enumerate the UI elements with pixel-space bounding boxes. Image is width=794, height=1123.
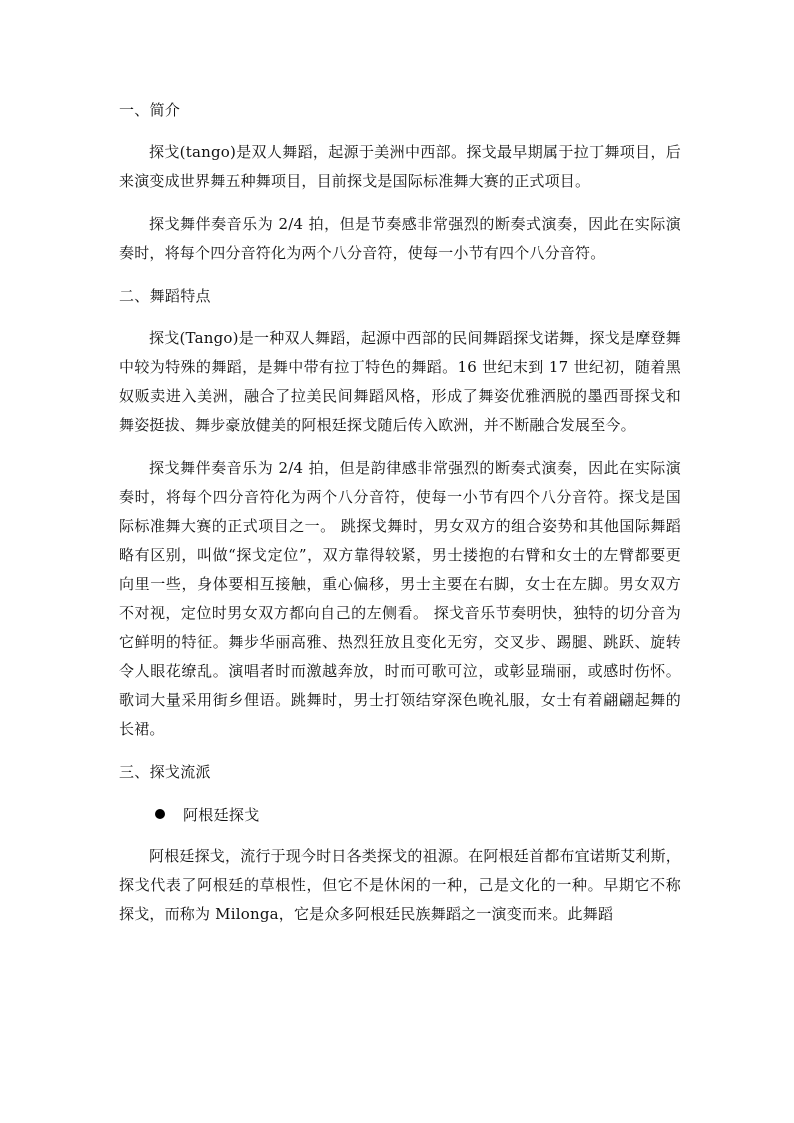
bullet-dot-icon xyxy=(155,809,165,819)
section-heading-features: 二、舞蹈特点 xyxy=(119,287,211,305)
bullet-item-label: 阿根廷探戈 xyxy=(183,805,260,824)
paragraph-features-2: 探戈舞伴奏音乐为 2/4 拍，但是韵律感非常强烈的断奏式演奏，因此在实际演奏时，将每个四分音符化为两个八分音符，使每一小节有四个八分音符。探戈是国际标准舞大赛的正式项目之一。 跳探戈舞时，男女双方的组合姿势和其他国际舞蹈略有区别，叫做“探戈定位”，双方靠得较紧，男士搂抱的右臂和女士的左臂都要更向里一些，身体要相互接触，重心偏移，男士主要在右脚，女士在左脚。男女双方不对视，定位时男女双方都向自己的左侧看。 探戈音乐节奏明快，独特的切分音为它鲜明的特征。舞步华丽高雅、热烈狂放且变化无穷，交叉步、踢腿、跳跃、旋转令人眼花缭乱。演唱者时而激越奔放，时而可歌可泣，或彰显瑞丽，或感时伤怀。歌词大量采用街乡俚语。跳舞时，男士打领结穿深色晚礼服，女士有着翩翩起舞的长裙。 xyxy=(119,459,681,738)
paragraph-features-1: 探戈(Tango)是一种双人舞蹈，起源中西部的民间舞蹈探戈诺舞，探戈是摩登舞中较为特殊的舞蹈，是舞中带有拉丁特色的舞蹈。16 世纪末到 17 世纪初，随着黑奴贩卖进入美洲，融合了拉美民间舞蹈风格，形成了舞姿优雅洒脱的墨西哥探戈和舞姿挺拔、舞步豪放健美的阿根廷探戈随后传入欧洲，并不断融合发展至今。 xyxy=(119,329,681,434)
section-heading-schools: 三、探戈流派 xyxy=(119,763,211,781)
paragraph-intro-2: 探戈舞伴奏音乐为 2/4 拍，但是节奏感非常强烈的断奏式演奏，因此在实际演奏时，将每个四分音符化为两个八分音符，使每一小节有四个八分音符。 xyxy=(119,215,681,262)
bullet-item-argentine-tango xyxy=(119,800,681,828)
section-heading-intro: 一、简介 xyxy=(119,101,181,119)
document-page xyxy=(119,96,681,943)
paragraph-intro-1: 探戈(tango)是双人舞蹈，起源于美洲中西部。探戈最早期属于拉丁舞项目，后来演变成世界舞五种舞项目，目前探戈是国际标准舞大赛的正式项目。 xyxy=(119,143,681,190)
paragraph-schools-1: 阿根廷探戈，流行于现今时日各类探戈的祖源。在阿根廷首都布宜诺斯艾利斯，探戈代表了阿根廷的草根性，但它不是休闲的一种，己是文化的一种。早期它不称探戈，而称为 Milonga，它是众多阿根廷民族舞蹈之一演变而来。此舞蹈 xyxy=(119,847,682,923)
